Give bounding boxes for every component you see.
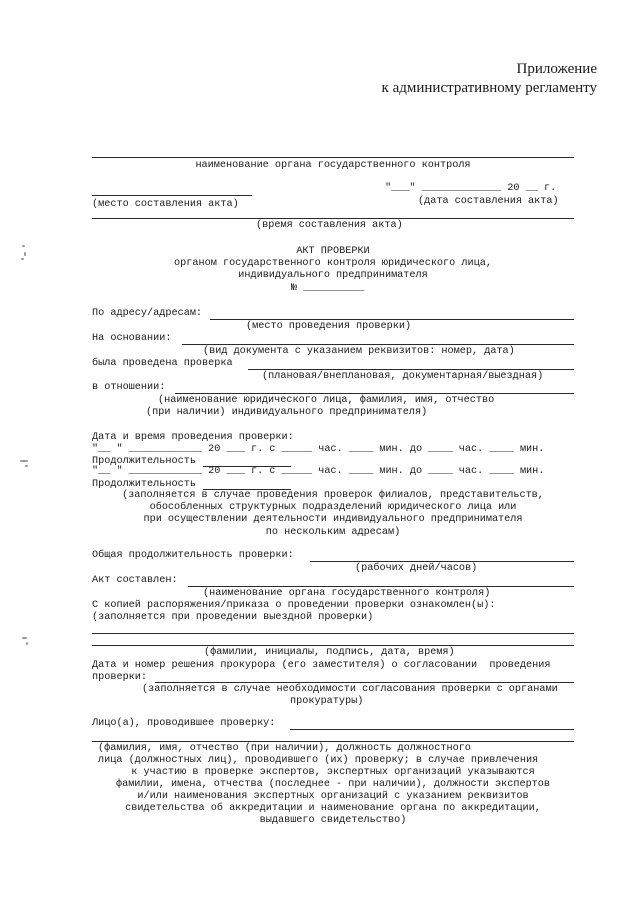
- datetime-row-1: "__ " ____________ 20 ___ г. с _____ час. ____ мин. до ____ час. ____ мин.: [92, 444, 545, 455]
- scan-speck: [22, 245, 25, 247]
- basis-caption: (вид документа с указанием реквизитов: номер, дата): [203, 346, 515, 357]
- total-duration-line: [310, 561, 574, 562]
- inspector-label: Лицо(а), проводившее проверку:: [92, 718, 276, 729]
- scan-speck: [24, 252, 26, 256]
- prosecutor-note-2: прокуратуры): [290, 696, 364, 707]
- scan-speck: [20, 460, 28, 462]
- conducted-caption: (плановая/внеплановая, документарная/выездная): [262, 371, 544, 382]
- inspector-note-2: лица (должностных лиц), проводившего (их) проверку; в случае привлечения: [98, 755, 539, 766]
- duration-label-1: Продолжительность: [92, 456, 196, 467]
- inspector-line-2: [92, 741, 574, 742]
- organ-name-caption: наименование органа государственного контроля: [195, 160, 471, 171]
- inspector-note: (фамилия, имя, отчество (при наличии), должность должностного: [98, 743, 471, 754]
- inspector-note-3: к участию в проверке экспертов, экспертных организаций указываются: [131, 767, 535, 778]
- signature-caption: (фамилии, инициалы, подпись, дата, время): [204, 647, 455, 658]
- scan-speck: [25, 465, 28, 467]
- inspector-note-4: фамилии, имена, отчества (последнее - при наличии), должности экспертов: [115, 779, 551, 790]
- datetime-row-2: "__ " ____________ 20 ___ г. с _____ час. ____ мин. до ____ час. ____ мин.: [92, 466, 545, 477]
- copy-note: (заполняется при проведении выездной проверки): [92, 612, 374, 623]
- total-duration-caption: (рабочих дней/часов): [355, 563, 478, 574]
- inspector-line-1: [290, 729, 574, 730]
- appendix-label: Приложение: [516, 61, 597, 77]
- scan-speck: [22, 637, 27, 639]
- regulation-label: к административному регламенту: [381, 80, 597, 96]
- regarding-caption: (наименование юридического лица, фамилия, имя, отчество: [158, 395, 495, 406]
- date-fill: "___" _____________ 20 __ г.: [385, 183, 557, 194]
- inspector-note-6: свидетельства об аккредитации и наименование органа по аккредитации,: [125, 803, 541, 814]
- drawn-line: [188, 586, 574, 587]
- time-caption: (время составления акта): [256, 220, 403, 231]
- branches-note: (заполняется в случае проведения проверок филиалов, представительств,: [122, 490, 544, 501]
- act-number: № __________: [291, 283, 365, 294]
- place-line: [92, 195, 252, 196]
- basis-line: [182, 344, 574, 345]
- scan-speck: [21, 258, 24, 260]
- inspector-note-5: и/или наименования экспертных организаций с указанием реквизитов: [137, 791, 529, 802]
- regarding-caption-2: (при наличии) индивидуального предпринимателя): [146, 407, 428, 418]
- act-subtitle: органом государственного контроля юридического лица,: [174, 258, 492, 269]
- duration-label-2: Продолжительность: [92, 479, 196, 490]
- act-subtitle-2: индивидуального предпринимателя: [238, 270, 428, 281]
- inspector-note-7: выдавшего свидетельство): [259, 815, 407, 826]
- branches-note-3: при осуществлении деятельности индивидуального предпринимателя: [143, 514, 523, 525]
- organ-name-line: [92, 157, 574, 158]
- act-title: АКТ ПРОВЕРКИ: [296, 246, 370, 257]
- scan-speck: [26, 642, 28, 645]
- prosecutor-line: [155, 682, 574, 683]
- prosecutor-note: (заполняется в случае необходимости согласования проверки с органами: [142, 684, 558, 695]
- place-caption: (место составления акта): [92, 199, 239, 210]
- conducted-label: была проведена проверка: [92, 358, 233, 369]
- datetime-label: Дата и время проведения проверки:: [92, 432, 294, 443]
- address-caption: (место проведения проверки): [246, 321, 412, 332]
- conducted-line: [248, 369, 574, 370]
- branches-note-4: по нескольким адресам): [265, 527, 401, 538]
- prosecutor-label-2: проверки:: [92, 672, 148, 683]
- regarding-line: [175, 393, 574, 394]
- copy-line-2: [92, 645, 574, 646]
- prosecutor-label: Дата и номер решения прокурора (его заместителя) о согласовании проведения: [92, 660, 551, 671]
- regarding-label: в отношении:: [92, 382, 166, 393]
- address-label: По адресу/адресам:: [92, 308, 203, 319]
- drawn-caption: (наименование органа государственного контроля): [203, 588, 491, 599]
- drawn-label: Акт составлен:: [92, 575, 178, 586]
- address-line: [210, 319, 574, 320]
- time-line: [92, 218, 574, 219]
- copy-line-1: [92, 633, 574, 634]
- branches-note-2: обособленных структурных подразделений юридического лица или: [149, 502, 517, 513]
- total-duration-label: Общая продолжительность проверки:: [92, 550, 294, 561]
- date-caption: (дата составления акта): [418, 196, 559, 207]
- copy-label: С копией распоряжения/приказа о проведении проверки ознакомлен(ы):: [92, 600, 496, 611]
- basis-label: На основании:: [92, 333, 172, 344]
